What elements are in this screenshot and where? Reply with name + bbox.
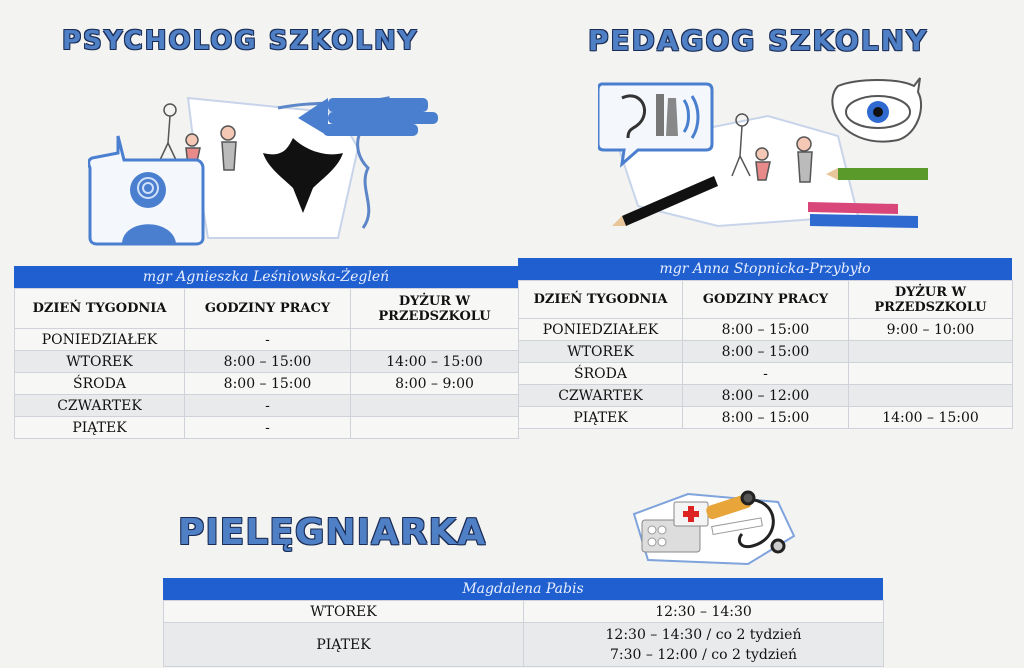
- hours-cell: -: [683, 363, 849, 385]
- day-cell: PIĄTEK: [519, 407, 683, 429]
- pedagogue-title: PEDAGOG SZKOLNY: [588, 24, 929, 57]
- day-cell: WTOREK: [519, 341, 683, 363]
- hours-cell: 8:00 – 15:00: [683, 341, 849, 363]
- duty-cell: 8:00 – 9:00: [351, 373, 519, 395]
- table-row: [519, 385, 1013, 407]
- day-cell: PONIEDZIAŁEK: [15, 329, 185, 351]
- hours-cell: -: [185, 395, 351, 417]
- day-cell: PIĄTEK: [15, 417, 185, 439]
- day-cell: WTOREK: [15, 351, 185, 373]
- table-row: [519, 363, 1013, 385]
- table-row: [164, 623, 884, 667]
- duty-cell: [849, 341, 1013, 363]
- pedagogue-schedule-table: [518, 280, 1013, 429]
- table-row: [519, 319, 1013, 341]
- hours-cell: 8:00 – 15:00: [185, 373, 351, 395]
- duty-cell: [351, 417, 519, 439]
- duty-cell: [849, 363, 1013, 385]
- day-cell: CZWARTEK: [15, 395, 185, 417]
- duty-cell: [849, 385, 1013, 407]
- header-day: DZIEŃ TYGODNIA: [519, 281, 683, 319]
- header-day: DZIEŃ TYGODNIA: [15, 289, 185, 329]
- table-row: [15, 395, 519, 417]
- pedagogue-name-bar: mgr Anna Stopnicka-Przybyło: [518, 258, 1012, 280]
- header-hours: GODZINY PRACY: [683, 281, 849, 319]
- nurse-name-bar: Magdalena Pabis: [163, 578, 883, 600]
- psychologist-illustration: [88, 88, 448, 248]
- day-cell: WTOREK: [164, 601, 524, 623]
- hours-cell: 8:00 – 12:00: [683, 385, 849, 407]
- psychologist-name-bar: mgr Agnieszka Leśniowska-Żegleń: [14, 266, 518, 288]
- eye-icon: [832, 78, 921, 142]
- day-cell: ŚRODA: [519, 363, 683, 385]
- hours-line: 12:30 – 14:30 / co 2 tydzień: [605, 626, 802, 643]
- hours-line: 7:30 – 12:00 / co 2 tydzień: [609, 646, 798, 663]
- day-cell: PIĄTEK: [164, 623, 524, 667]
- hours-cell: [524, 623, 884, 667]
- duty-cell: [351, 329, 519, 351]
- psychologist-title: PSYCHOLOG SZKOLNY: [62, 26, 419, 56]
- duty-cell: 9:00 – 10:00: [849, 319, 1013, 341]
- table-row: [15, 373, 519, 395]
- table-row: [519, 407, 1013, 429]
- nurse-title: PIELĘGNIARKA: [178, 512, 487, 553]
- header-duty: DYŻUR W PRZEDSZKOLU: [849, 281, 1013, 319]
- nurse-schedule-table: [163, 600, 884, 667]
- nurse-illustration: [628, 484, 798, 568]
- duty-cell: 14:00 – 15:00: [849, 407, 1013, 429]
- day-cell: ŚRODA: [15, 373, 185, 395]
- table-row: [15, 417, 519, 439]
- table-row: [15, 351, 519, 373]
- header-duty: DYŻUR W PRZEDSZKOLU: [351, 289, 519, 329]
- duty-cell: 14:00 – 15:00: [351, 351, 519, 373]
- hours-cell: 8:00 – 15:00: [683, 407, 849, 429]
- hours-cell: -: [185, 417, 351, 439]
- table-row: [519, 341, 1013, 363]
- psychologist-schedule-table: [14, 288, 519, 439]
- hours-cell: -: [185, 329, 351, 351]
- duty-cell: [351, 395, 519, 417]
- header-hours: GODZINY PRACY: [185, 289, 351, 329]
- day-cell: CZWARTEK: [519, 385, 683, 407]
- hours-cell: 8:00 – 15:00: [185, 351, 351, 373]
- day-cell: PONIEDZIAŁEK: [519, 319, 683, 341]
- pedagogue-illustration: [598, 76, 938, 236]
- hours-cell: 12:30 – 14:30: [524, 601, 884, 623]
- table-row: [164, 601, 884, 623]
- table-row: [15, 329, 519, 351]
- hours-cell: 8:00 – 15:00: [683, 319, 849, 341]
